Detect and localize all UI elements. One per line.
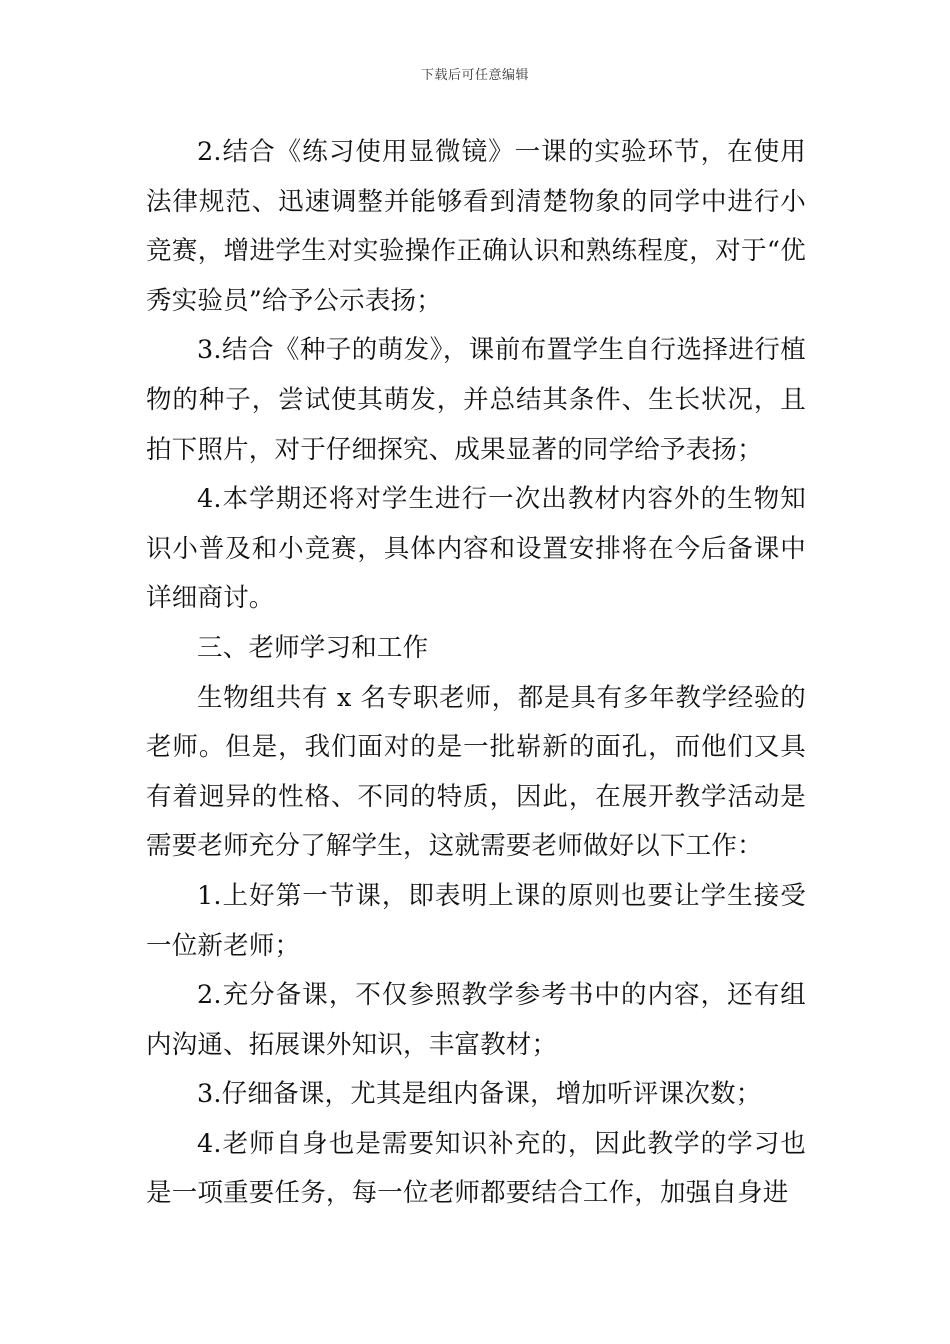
paragraph-teacher-intro: 生物组共有 x 名专职老师，都是具有多年教学经验的老师。但是，我们面对的是一批崭新的面孔，而他们又具有着迥异的性格、不同的特质，因此，在展开教学活动是需要老师充分了解学生，这就需要老师做好以下工作： bbox=[146, 682, 806, 862]
page-header: 下载后可任意编辑 bbox=[420, 68, 529, 83]
document-body bbox=[146, 128, 806, 1219]
paragraph-item-1-first-lesson: 1.上好第一节课，即表明上课的原则也要让学生接受一位新老师； bbox=[146, 880, 806, 961]
paragraph-item-3-seed-germination: 3.结合《种子的萌发》，课前布置学生自行选择进行植物的种子，尝试使其萌发，并总结其条件、生长状况，且拍下照片，对于仔细探究、成果显著的同学给予表扬； bbox=[146, 335, 806, 465]
paragraph-item-4-self-study: 4.老师自身也是需要知识补充的，因此教学的学习也是一项重要任务，每一位老师都要结合工作，加强自身进 bbox=[146, 1128, 806, 1209]
section-heading-teacher-work: 三、老师学习和工作 bbox=[197, 632, 429, 663]
paragraph-item-3-careful-prep: 3.仔细备课，尤其是组内备课，增加听评课次数； bbox=[197, 1079, 762, 1110]
paragraph-item-4-knowledge-contest: 4.本学期还将对学生进行一次出教材内容外的生物知识小普及和小竞赛，具体内容和设置安排将在今后备课中详细商讨。 bbox=[146, 484, 806, 614]
paragraph-item-2-microscope: 2.结合《练习使用显微镜》一课的实验环节，在使用法律规范、迅速调整并能够看到清楚物象的同学中进行小竞赛，增进学生对实验操作正确认识和熟练程度，对于“优秀实验员”给予公示表扬； bbox=[146, 137, 806, 316]
paragraph-item-2-lesson-prep: 2.充分备课，不仅参照教学参考书中的内容，还有组内沟通、拓展课外知识，丰富教材； bbox=[146, 980, 806, 1060]
